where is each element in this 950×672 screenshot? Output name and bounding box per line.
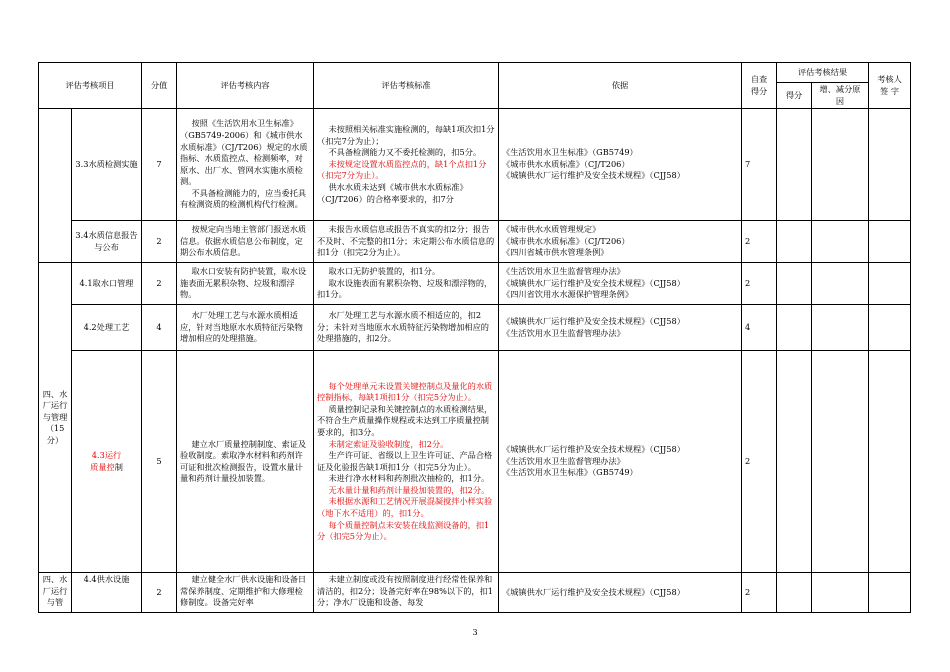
header-got-score: 得分 [777, 83, 812, 109]
header-score: 分值 [142, 63, 177, 109]
deduct-reason-cell [812, 573, 869, 613]
content-cell: 水厂处理工艺与水源水质相适应，针对当地原水水质特征污染物增加相应的处理措施。 [177, 305, 314, 351]
category-cell [39, 109, 72, 263]
header-item: 评估考核项目 [39, 63, 142, 109]
signer-cell [869, 263, 911, 305]
basis-cell: 《城镇供水厂运行维护及安全技术规程》（CJJ58） 《生活饮用水卫生监督管理办法》 [499, 305, 742, 351]
deduct-reason-cell [812, 351, 869, 573]
score-cell: 5 [142, 351, 177, 573]
standard-cell: 未报告水质信息或报告不真实的扣2分；报告不及时、不完整的扣1分；未定期公布水质信息的扣1分（扣完2分为止）。 [314, 221, 499, 263]
content-cell: 按照《生活饮用水卫生标准》（GB5749-2006）和《城市供水水质标准》（CJ/T206）规定的水质指标、水质监控点、检测频率，对原水、出厂水、管网水实施水质检测。 不具备检测能力的，应当委托具有检测资质的检测机构代行检测。 [177, 109, 314, 221]
standard-cell: 未建立制度或没有按照制度进行经常性保养和清洁的，扣2分；设备完好率在98%以下的，扣1分；净水厂设施和设备、每发 [314, 573, 499, 613]
sub-item: 4.3运行 质量控制 [72, 351, 142, 573]
table-row [39, 109, 911, 221]
header-signer: 考核人 签 字 [869, 63, 911, 109]
table-row [39, 573, 911, 613]
header-content: 评估考核内容 [177, 63, 314, 109]
sub-item: 4.4供水设施 [72, 573, 142, 613]
category-4-cell: 四、水厂运行与管理（15分） [39, 263, 72, 573]
self-score-cell: 2 [742, 351, 777, 573]
header-self-score: 自查 得分 [742, 63, 777, 109]
basis-cell: 《生活饮用水卫生标准》（GB5749） 《城市供水水质标准》（CJ/T206） 《城镇供水厂运行维护及安全技术规程》（CJJ58） [499, 109, 742, 221]
signer-cell [869, 305, 911, 351]
signer-cell [869, 351, 911, 573]
content-cell: 建立水厂质量控制制度、索证及验收制度。索取净水材料和药剂许可证和批次检测报告，设置水量计量和药剂计量投加装置。 [177, 351, 314, 573]
got-score-cell [777, 221, 812, 263]
sub-item: 3.3水质检测实施 [72, 109, 142, 221]
signer-cell [869, 109, 911, 221]
self-score-cell: 2 [742, 263, 777, 305]
standard-cell: 取水口无防护装置的，扣1分。 取水设施表面有累积杂物、垃圾和漂浮物的，扣1分。 [314, 263, 499, 305]
standard-cell: 水厂处理工艺与水源水质不相适应的，扣2分；未针对当地原水水质特征污染物增加相应的处理措施的，扣2分。 [314, 305, 499, 351]
content-cell: 取水口安装有防护装置，取水设施表面无累积杂物、垃圾和漂浮物。 [177, 263, 314, 305]
category-4-cell-continued: 四、水厂运行与管 [39, 573, 72, 613]
standard-cell: 未按照相关标准实施检测的，每缺1项次扣1分（扣完7分为止）； 不具备检测能力又不委托检测的，扣5分。 未按规定设置水质监控点的，缺1个点扣1分（扣完7分为止）。 供水水质未达到《城市供水水质标准》（CJ/T206）的合格率要求的，扣7分 [314, 109, 499, 221]
table-row [39, 305, 911, 351]
self-score-cell: 2 [742, 221, 777, 263]
score-cell: 7 [142, 109, 177, 221]
self-score-cell: 2 [742, 573, 777, 613]
deduct-reason-cell [812, 109, 869, 221]
score-cell: 2 [142, 263, 177, 305]
header-basis: 依据 [499, 63, 742, 109]
header-deduct-reason: 增、减分原 因 [812, 83, 869, 109]
self-score-cell: 4 [742, 305, 777, 351]
content-cell: 按规定向当地主管部门报送水质信息。依据水质信息公布制度，定期公布水质信息。 [177, 221, 314, 263]
signer-cell [869, 221, 911, 263]
table-row [39, 351, 911, 573]
sub-item: 3.4水质信息报告与公布 [72, 221, 142, 263]
standard-cell: 每个处理单元未设置关键控制点及量化的水质控制指标，每缺1项扣1分（扣完5分为止）。 质量控制记录和关键控制点的水质检测结果，不符合生产质量操作规程或未达到工序质量控制要求的，扣3分。 未制定索证及验收制度，扣2分。 生产许可证、省级以上卫生许可证、产品合格证及化验报告缺1项扣1分（扣完5分为止）。 未进行净水材料和药剂批次抽检的，扣1分。 无水量计量和药剂计量投加装置的，扣2分。 未根据水源和工艺情况开展混凝搅拌小样实验（地下水不适用）的，扣1分。 每个质量控制点未安装在线监测设备的，扣1分（扣完5分为止）。 [314, 351, 499, 573]
evaluation-table [38, 62, 911, 613]
sub-item: 4.1取水口管理 [72, 263, 142, 305]
got-score-cell [777, 263, 812, 305]
got-score-cell [777, 351, 812, 573]
score-cell: 2 [142, 221, 177, 263]
signer-cell [869, 573, 911, 613]
self-score-cell: 7 [742, 109, 777, 221]
table-row [39, 263, 911, 305]
deduct-reason-cell [812, 305, 869, 351]
content-cell: 建立健全水厂供水设施和设备日常保养制度、定期维护和大修理检修制度。设备完好率 [177, 573, 314, 613]
header-standard: 评估考核标准 [314, 63, 499, 109]
got-score-cell [777, 305, 812, 351]
basis-cell: 《城市供水水质管理规定》 《城市供水水质标准》（CJ/T206） 《四川省城市供水管理条例》 [499, 221, 742, 263]
deduct-reason-cell [812, 221, 869, 263]
basis-cell: 《城镇供水厂运行维护及安全技术规程》（CJJ58） 《生活饮用水卫生监督管理办法》 《生活饮用水卫生标准》（GB5749） [499, 351, 742, 573]
sub-item: 4.2处理工艺 [72, 305, 142, 351]
score-cell: 4 [142, 305, 177, 351]
page-number: 3 [472, 628, 478, 637]
basis-cell: 《生活饮用水卫生监督管理办法》 《城镇供水厂运行维护及安全技术规程》（CJJ58） 《四川省饮用水水源保护管理条例》 [499, 263, 742, 305]
deduct-reason-cell [812, 263, 869, 305]
score-cell: 2 [142, 573, 177, 613]
got-score-cell [777, 573, 812, 613]
header-result: 评估考核结果 [777, 63, 869, 83]
table-row [39, 221, 911, 263]
got-score-cell [777, 109, 812, 221]
basis-cell: 《城镇供水厂运行维护及安全技术规程》（CJJ58） [499, 573, 742, 613]
